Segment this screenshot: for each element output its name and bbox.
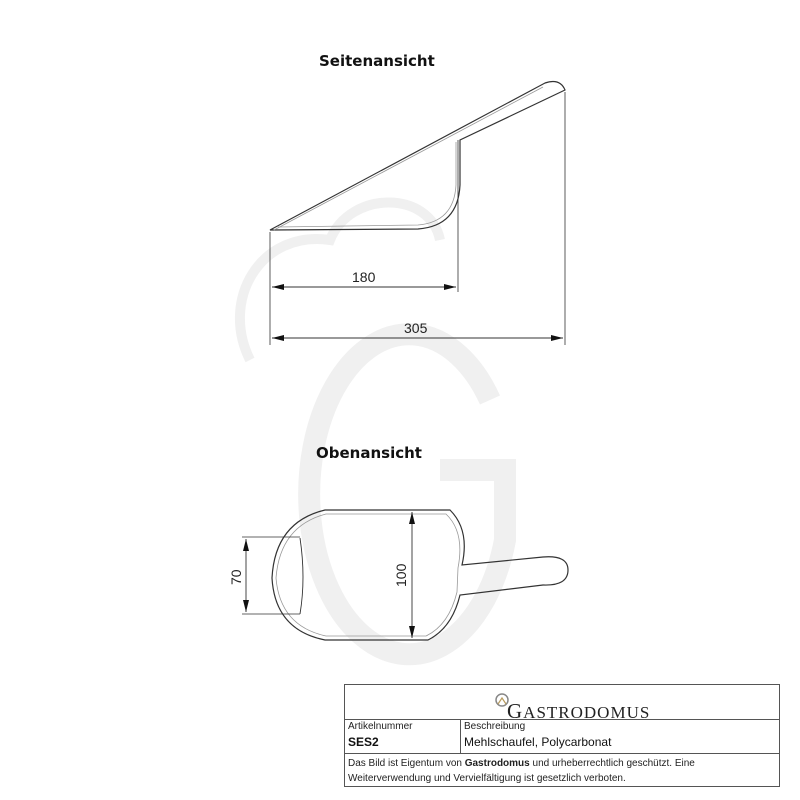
scoop-rim-curve bbox=[300, 538, 303, 614]
description-value: Mehlschaufel, Polycarbonat bbox=[464, 735, 612, 749]
description-cell bbox=[461, 719, 779, 753]
title-block bbox=[344, 684, 780, 787]
dim-label-305: 305 bbox=[404, 320, 428, 336]
dim-label-100: 100 bbox=[393, 563, 409, 587]
top-view-title: Obenansicht bbox=[316, 444, 422, 462]
article-value: SES2 bbox=[348, 735, 379, 749]
article-label: Artikelnummer bbox=[348, 721, 413, 732]
title-block-info-row bbox=[345, 719, 779, 754]
notice-brand: Gastrodomus bbox=[464, 758, 530, 769]
side-view-title: Seitenansicht bbox=[319, 52, 435, 70]
description-label: Beschreibung bbox=[464, 721, 526, 732]
dim-label-180: 180 bbox=[352, 269, 376, 285]
logo-text: GASTRODOMUS bbox=[507, 699, 651, 723]
title-block-logo bbox=[345, 685, 779, 723]
dim-label-70: 70 bbox=[228, 569, 244, 585]
copyright-notice: Das Bild ist Eigentum von Gastrodomus und urheberrechtlich geschützt. Eine Weiterverwendung und Vervielfältigung ist gesetzlich verboten. bbox=[348, 758, 695, 784]
article-cell bbox=[345, 719, 461, 753]
